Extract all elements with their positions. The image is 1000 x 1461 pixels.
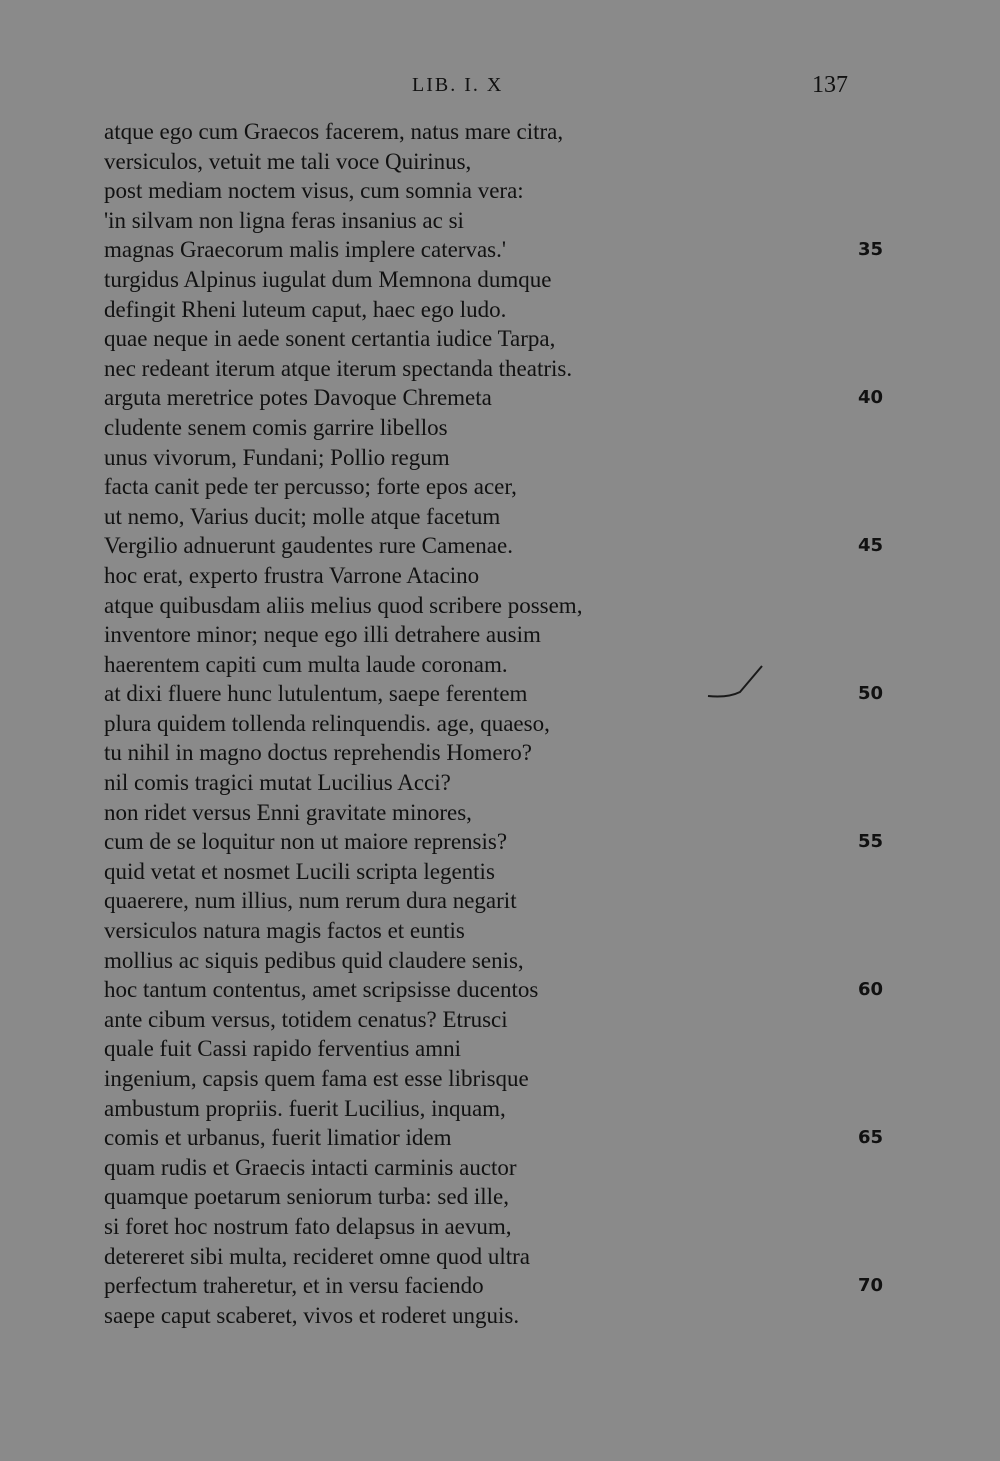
line-number: 40 <box>858 387 884 409</box>
verse-line: defingit Rheni luteum caput, haec ego ludo. <box>104 296 507 322</box>
page-number: 137 <box>812 72 848 98</box>
verse-line: ut nemo, Varius ducit; molle atque facetum <box>104 503 501 529</box>
verse-line: facta canit pede ter percusso; forte epos acer, <box>104 474 517 500</box>
verse-line: 'in silvam non ligna feras insanius ac si <box>104 207 464 233</box>
verse-line: quaerere, num illius, num rerum dura negarit <box>104 888 517 914</box>
line-number: 55 <box>858 831 884 853</box>
verse-line: mollius ac siquis pedibus quid claudere senis, <box>104 947 524 973</box>
verse-line: detereret sibi multa, recideret omne quod ultra <box>104 1243 530 1269</box>
line-number: 45 <box>858 535 884 557</box>
verse-line: inventore minor; neque ego illi detrahere ausim <box>104 622 541 648</box>
verse-line: turgidus Alpinus iugulat dum Memnona dumque <box>104 266 552 292</box>
verse-line: at dixi fluere hunc lutulentum, saepe ferentem <box>104 681 528 707</box>
verse-line: tu nihil in magno doctus reprehendis Homero? <box>104 740 532 766</box>
verse-block <box>104 117 804 1330</box>
verse-line: cum de se loquitur non ut maiore reprensis? <box>104 829 508 855</box>
verse-line: haerentem capiti cum multa laude coronam. <box>104 651 508 677</box>
verse-line: arguta meretrice potes Davoque Chremeta <box>104 385 492 411</box>
verse-line: atque quibusdam aliis melius quod scribere possem, <box>104 592 583 618</box>
verse-line: saepe caput scaberet, vivos et roderet unguis. <box>104 1302 520 1328</box>
verse-line: atque ego cum Graecos facerem, natus mare citra, <box>104 119 564 144</box>
line-number: 35 <box>858 239 884 261</box>
verse-line: si foret hoc nostrum fato delapsus in aevum, <box>104 1213 512 1239</box>
verse-line: comis et urbanus, fuerit limatior idem <box>104 1125 452 1151</box>
verse-line: ambustum propriis. fuerit Lucilius, inquam, <box>104 1095 506 1121</box>
pencil-check-mark <box>700 660 770 710</box>
verse-line: magnas Graecorum malis implere catervas.' <box>104 237 507 263</box>
verse-line: versiculos natura magis factos et euntis <box>104 918 465 944</box>
line-number: 60 <box>858 979 884 1001</box>
line-number: 70 <box>858 1275 884 1297</box>
verse-line: post mediam noctem visus, cum somnia vera: <box>104 178 524 204</box>
verse-line: quam rudis et Graecis intacti carminis auctor <box>104 1154 517 1180</box>
verse-line: unus vivorum, Fundani; Pollio regum <box>104 444 450 470</box>
verse-line: Vergilio adnuerunt gaudentes rure Camenae. <box>104 533 513 559</box>
verse-line: versiculos, vetuit me tali voce Quirinus, <box>104 148 472 174</box>
verse-line: hoc erat, experto frustra Varrone Atacino <box>104 562 480 588</box>
verse-line: quamque poetarum seniorum turba: sed ille, <box>104 1184 509 1210</box>
running-head <box>0 74 1000 104</box>
line-number: 65 <box>858 1127 884 1149</box>
verse-line: non ridet versus Enni gravitate minores, <box>104 799 472 825</box>
line-number: 50 <box>858 683 884 705</box>
verse-line: ante cibum versus, totidem cenatus? Etrusci <box>104 1006 508 1032</box>
verse-line: perfectum traheretur, et in versu faciendo <box>104 1273 484 1299</box>
verse-line: quae neque in aede sonent certantia iudice Tarpa, <box>104 326 556 352</box>
verse-line: nec redeant iterum atque iterum spectanda theatris. <box>104 355 573 381</box>
verse-line: plura quidem tollenda relinquendis. age, quaeso, <box>104 710 550 736</box>
verse-line: hoc tantum contentus, amet scripsisse ducentos <box>104 977 539 1003</box>
verse-line: ingenium, capsis quem fama est esse librisque <box>104 1066 529 1091</box>
verse-line: quale fuit Cassi rapido ferventius amni <box>104 1036 462 1062</box>
verse-line: cludente senem comis garrire libellos <box>104 414 448 440</box>
verse-line: quid vetat et nosmet Lucili scripta legentis <box>104 858 495 884</box>
verse-line: nil comis tragici mutat Lucilius Acci? <box>104 770 451 796</box>
running-title: LIB. I. X <box>412 74 504 96</box>
